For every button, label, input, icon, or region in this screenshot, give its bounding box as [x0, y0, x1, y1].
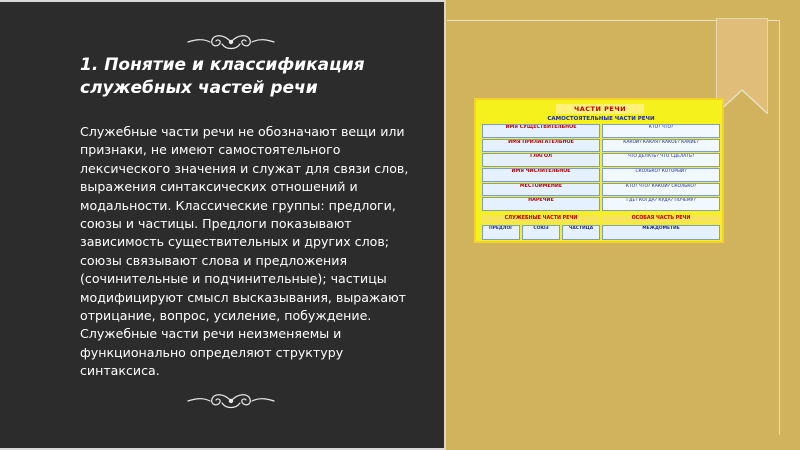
poster-row-label: ИМЯ ЧИСЛИТЕЛЬНОЕ: [482, 168, 600, 182]
poster-item: ЧАСТИЦА: [562, 225, 600, 240]
poster-row-label: НАРЕЧИЕ: [482, 197, 600, 211]
poster-item: СОЮЗ: [522, 225, 560, 240]
poster-row: [482, 153, 720, 167]
poster-row-questions: ЧТО ДЕЛАТЬ? ЧТО СДЕЛАТЬ?: [602, 153, 720, 167]
poster-subheading: САМОСТОЯТЕЛЬНЫЕ ЧАСТИ РЕЧИ: [547, 116, 655, 122]
poster-row: [482, 183, 720, 197]
bottom-flourish-ornament: [186, 389, 276, 413]
poster-row: [482, 139, 720, 153]
poster-row-label: ИМЯ ПРИЛАГАТЕЛЬНОЕ: [482, 139, 600, 153]
slide-title: 1. Понятие и классификация служебных частей речи: [80, 55, 365, 98]
top-border-line: [0, 0, 445, 2]
service-parts-heading: СЛУЖЕБНЫЕ ЧАСТИ РЕЧИ: [482, 215, 600, 223]
poster-row-questions: СКОЛЬКО? КОТОРЫЙ?: [602, 168, 720, 182]
poster-item: ПРЕДЛОГ: [482, 225, 520, 240]
poster-row-label: МЕСТОИМЕНИЕ: [482, 183, 600, 197]
poster-row: [482, 197, 720, 211]
poster-row-label: ГЛАГОЛ: [482, 153, 600, 167]
top-flourish-ornament: [186, 30, 276, 54]
special-part-heading: ОСОБАЯ ЧАСТЬ РЕЧИ: [602, 215, 720, 223]
poster-item: МЕЖДОМЕТИЕ: [602, 225, 720, 240]
poster-row-questions: КТО? ЧТО?: [602, 124, 720, 138]
poster-table: [482, 124, 720, 212]
slide-body-text: Служебные части речи не обозначают вещи или признаки, не имеют самостоятельного лексического значения и служат для связи слов, выражения синтаксических отношений и модальности. Классические группы: предлоги, союзы и частицы. Предлоги показывают зависимость существительных и других слов; союзы связывают слова и предложения (сочинительные и подчинительные); частицы модифицируют смысл высказывания, выражают отрицание, вопрос, усиление, побуждение. Служебные части речи неизменяемы и функционально определяют структуру синтаксиса.: [80, 124, 409, 379]
poster-row: [482, 168, 720, 182]
poster-row-questions: КАКОЙ? КАКАЯ? КАКОЕ? КАКИЕ?: [602, 139, 720, 153]
poster-heading: ЧАСТИ РЕЧИ: [556, 104, 644, 114]
poster-bottom-section: [482, 215, 720, 241]
poster-row-label: ИМЯ СУЩЕСТВИТЕЛЬНОЕ: [482, 124, 600, 138]
poster-row-questions: ГДЕ? КОГДА? КУДА? ПОЧЕМУ?: [602, 197, 720, 211]
parts-of-speech-poster: [474, 98, 724, 243]
poster-row-questions: КТО? ЧТО? КАКОЙ? СКОЛЬКО?: [602, 183, 720, 197]
poster-row: [482, 124, 720, 138]
